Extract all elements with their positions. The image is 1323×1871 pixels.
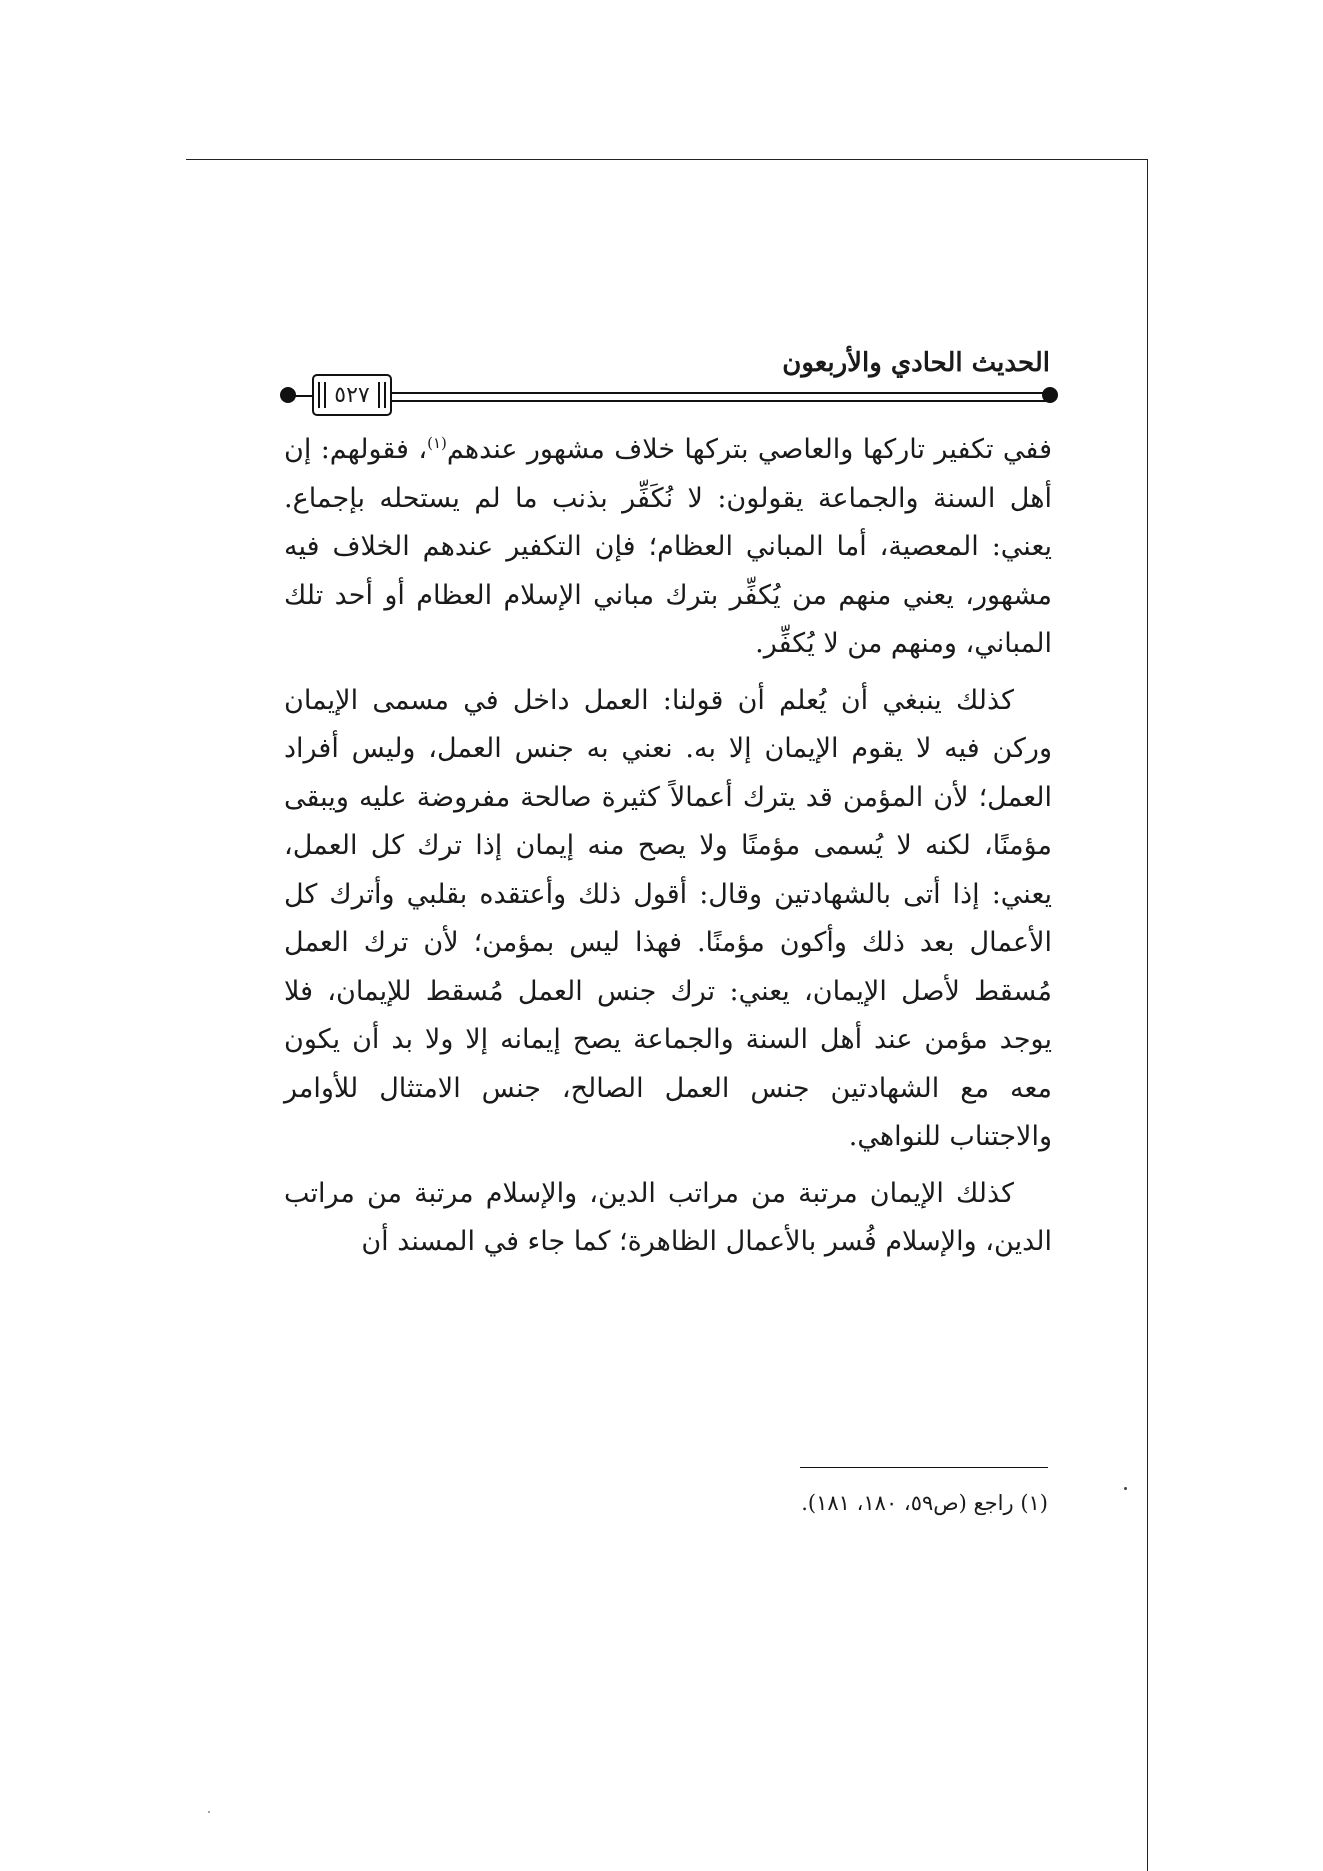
footnote-reference: (١) — [427, 434, 447, 452]
crop-mark-right — [1147, 159, 1148, 1871]
crop-mark-top — [186, 159, 1148, 160]
footnote-separator — [800, 1467, 1048, 1468]
header-rule-left — [290, 395, 312, 397]
paragraph: كذلك الإيمان مرتبة من مراتب الدين، والإسلام مرتبة من مراتب الدين، والإسلام فُسر بالأعمال الظاهرة؛ كما جاء في المسند أن — [284, 1177, 1052, 1257]
paragraph — [284, 426, 1052, 669]
body-text — [284, 426, 1052, 1267]
header-double-rule — [392, 392, 1046, 402]
paragraph-text: ، فقولهم: إن أهل السنة والجماعة يقولون: لا نُكَفِّر بذنب ما لم يستحله بإجماع. يعني: المعصية، أما المباني العظام؛ فإن التكفير عندهم الخلاف فيه مشهور، يعني منهم من يُكفِّر بترك مباني الإسلام العظام أو أحد تلك المباني، ومنهم من لا يُكفِّر. — [284, 434, 1052, 659]
scan-speck — [208, 1811, 210, 1813]
page-number-frame — [312, 374, 392, 416]
paragraph-text: ففي تكفير تاركها والعاصي بتركها خلاف مشهور عندهم — [446, 434, 1052, 465]
footnote: (١) راجع (ص٥٩، ١٨٠، ١٨١). — [801, 1491, 1048, 1515]
page-header — [276, 348, 1058, 428]
running-title: الحديث الحادي والأربعون — [782, 348, 1050, 378]
paragraph: كذلك ينبغي أن يُعلم أن قولنا: العمل داخل في مسمى الإيمان وركن فيه لا يقوم الإيمان إلا به. نعني به جنس العمل، وليس أفراد العمل؛ لأن المؤمن قد يترك أعمالاً كثيرة صالحة مفروضة عليه ويبقى مؤمنًا، لكنه لا يُسمى مؤمنًا ولا يصح منه إيمان إذا ترك كل العمل، يعني: إذا أتى بالشهادتين وقال: أقول ذلك وأعتقده بقلبي وأترك كل الأعمال بعد ذلك وأكون مؤمنًا. فهذا ليس بمؤمن؛ لأن ترك العمل مُسقط لأصل الإيمان، يعني: ترك جنس العمل مُسقط للإيمان، فلا يوجد مؤمن عند أهل السنة والجماعة يصح إيمانه إلا ولا بد أن يكون معه مع الشهادتين جنس العمل الصالح، جنس الامتثال للأوامر والاجتناب للنواهي. — [284, 684, 1052, 1152]
header-ornament-dot-right — [1042, 387, 1058, 403]
page-number: ٥٢٧ — [334, 383, 370, 408]
scan-speck — [1124, 1487, 1127, 1490]
